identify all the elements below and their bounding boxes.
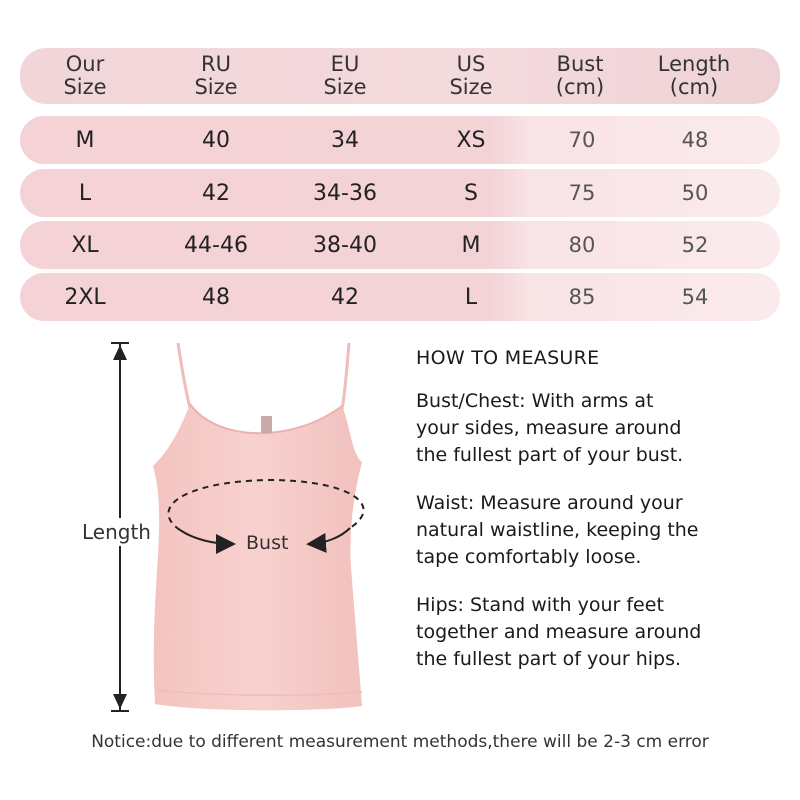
cell-length: 50 <box>681 181 709 205</box>
cell-our-size: 2XL <box>64 284 106 310</box>
cell-bust: 75 <box>568 181 596 205</box>
how-to-measure-panel <box>416 345 786 694</box>
how-to-measure-title: HOW TO MEASURE <box>416 347 600 369</box>
camisole-diagram <box>0 330 400 730</box>
cell-bust: 80 <box>568 233 596 257</box>
left-strap <box>178 343 190 408</box>
header-length <box>658 48 730 104</box>
cell-ru-size: 48 <box>202 284 230 310</box>
header-text: Bust <box>556 52 604 76</box>
cell-eu-size: 34 <box>331 127 359 153</box>
header-text: Size <box>194 75 238 99</box>
header-eu-size <box>323 48 366 104</box>
cell-ru-size: 42 <box>202 180 230 206</box>
camisole-body <box>153 404 362 710</box>
cell-our-size: L <box>78 180 92 206</box>
cell-ru-size: 44-46 <box>184 232 248 258</box>
header-text: (cm) <box>555 75 605 99</box>
bust-instruction: Bust/Chest: With arms at your sides, measure around the fullest part of your bust. <box>416 390 684 466</box>
header-bust <box>556 48 604 104</box>
header-text: Our <box>65 52 105 76</box>
cell-us-size: XS <box>456 127 486 153</box>
header-text: Size <box>449 75 493 99</box>
right-strap <box>342 343 349 410</box>
waist-instruction: Waist: Measure around your natural waistline, keeping the tape comfortably loose. <box>416 492 699 568</box>
table-row <box>20 169 780 217</box>
cell-us-size: S <box>464 180 478 206</box>
table-row <box>20 116 780 164</box>
header-text: EU <box>330 52 360 76</box>
notice-text: Notice:due to different measurement methods,there will be 2-3 cm error <box>91 732 709 752</box>
table-row <box>20 273 780 321</box>
length-arrow-down-icon <box>113 694 127 709</box>
garment-tag <box>261 416 272 433</box>
length-label: Length <box>82 520 151 544</box>
cell-us-size: M <box>461 232 481 258</box>
header-text: Size <box>323 75 367 99</box>
cell-bust: 70 <box>568 128 596 152</box>
table-header-row <box>20 48 780 104</box>
header-text: US <box>456 52 486 76</box>
cell-eu-size: 42 <box>331 284 359 310</box>
cell-eu-size: 34-36 <box>313 180 377 206</box>
header-text: RU <box>201 52 231 76</box>
header-ru-size <box>194 48 237 104</box>
header-text: Size <box>63 75 107 99</box>
header-our-size <box>63 48 106 104</box>
cell-length: 48 <box>681 128 709 152</box>
length-arrow-up-icon <box>113 345 127 360</box>
bust-label: Bust <box>246 532 289 554</box>
header-us-size <box>449 48 492 104</box>
cell-bust: 85 <box>568 285 596 309</box>
table-row <box>20 221 780 269</box>
cell-us-size: L <box>464 284 478 310</box>
hips-instruction: Hips: Stand with your feet together and measure around the fullest part of your hips. <box>416 594 702 670</box>
cell-length: 54 <box>681 285 709 309</box>
cell-length: 52 <box>681 233 709 257</box>
cell-our-size: M <box>75 127 95 153</box>
cell-ru-size: 40 <box>202 127 230 153</box>
cell-eu-size: 38-40 <box>313 232 377 258</box>
cell-our-size: XL <box>71 232 99 258</box>
header-text: (cm) <box>669 75 719 99</box>
header-text: Length <box>657 52 731 76</box>
